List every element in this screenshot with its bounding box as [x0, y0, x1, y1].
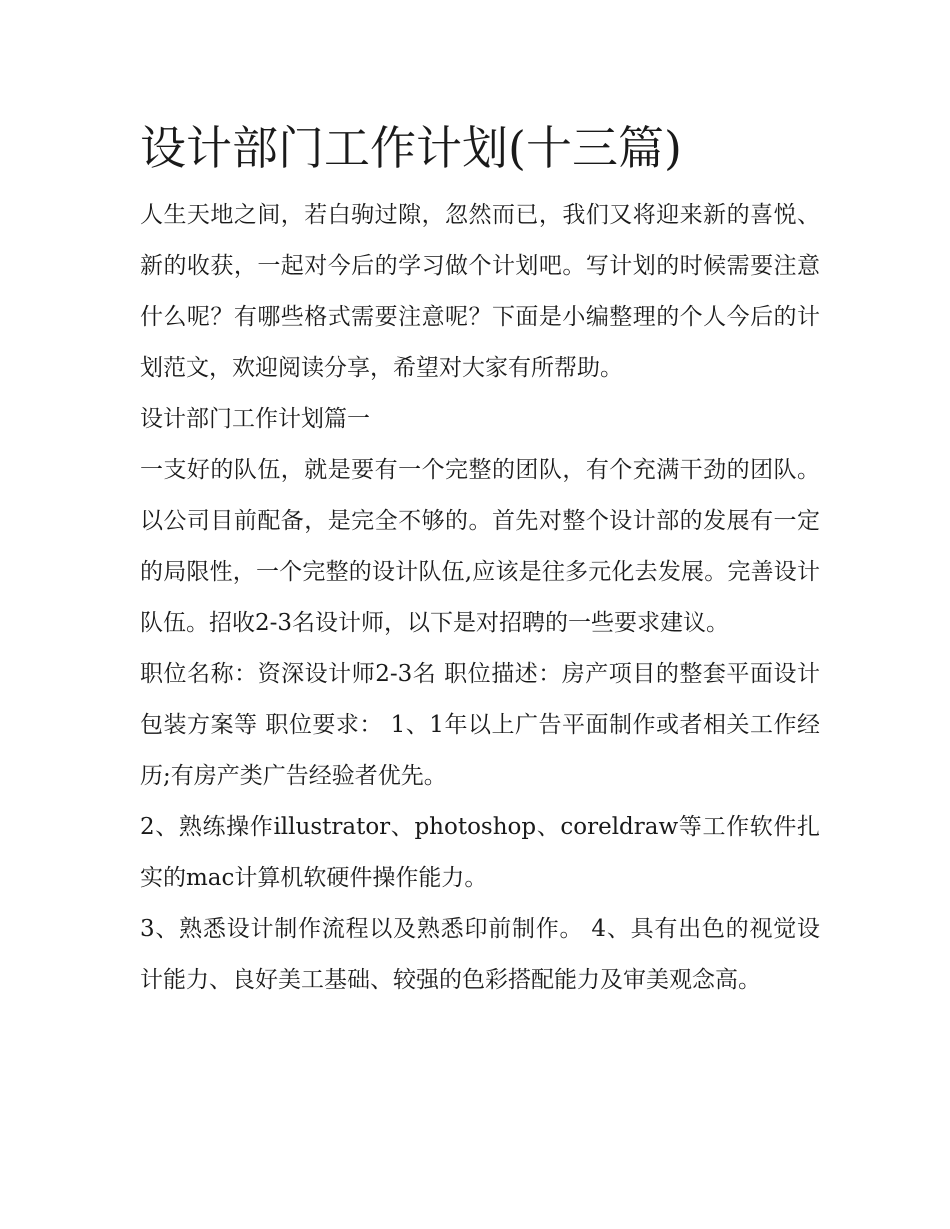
paragraph-team: 一支好的队伍，就是要有一个完整的团队，有个充满干劲的团队。以公司目前配备，是完全不够的。首先对整个设计部的发展有一定的局限性，一个完整的设计队伍,应该是往多元化去发展。完善设计队伍。招收2-3名设计师，以下是对招聘的一些要求建议。: [140, 457, 820, 636]
paragraph-intro: 人生天地之间，若白驹过隙，忽然而已，我们又将迎来新的喜悦、新的收获，一起对今后的学习做个计划吧。写计划的时候需要注意什么呢？有哪些格式需要注意呢？下面是小编整理的个人今后的计划范文，欢迎阅读分享，希望对大家有所帮助。: [140, 202, 820, 381]
document-body: [140, 112, 820, 1006]
document-title: 设计部门工作计划(十三篇): [140, 121, 682, 175]
paragraph-job-description: 职位名称：资深设计师2-3名 职位描述：房产项目的整套平面设计包装方案等 职位要求： 1、1年以上广告平面制作或者相关工作经历;有房产类广告经验者优先。: [140, 661, 820, 789]
paragraph-requirement-2: 2、熟练操作illustrator、photoshop、coreldraw等工作软件扎实的mac计算机软硬件操作能力。: [140, 814, 820, 891]
section-heading: 设计部门工作计划篇一: [140, 406, 370, 432]
paragraph-requirement-3-4: 3、熟悉设计制作流程以及熟悉印前制作。 4、具有出色的视觉设计能力、良好美工基础、较强的色彩搭配能力及审美观念高。: [140, 916, 820, 993]
